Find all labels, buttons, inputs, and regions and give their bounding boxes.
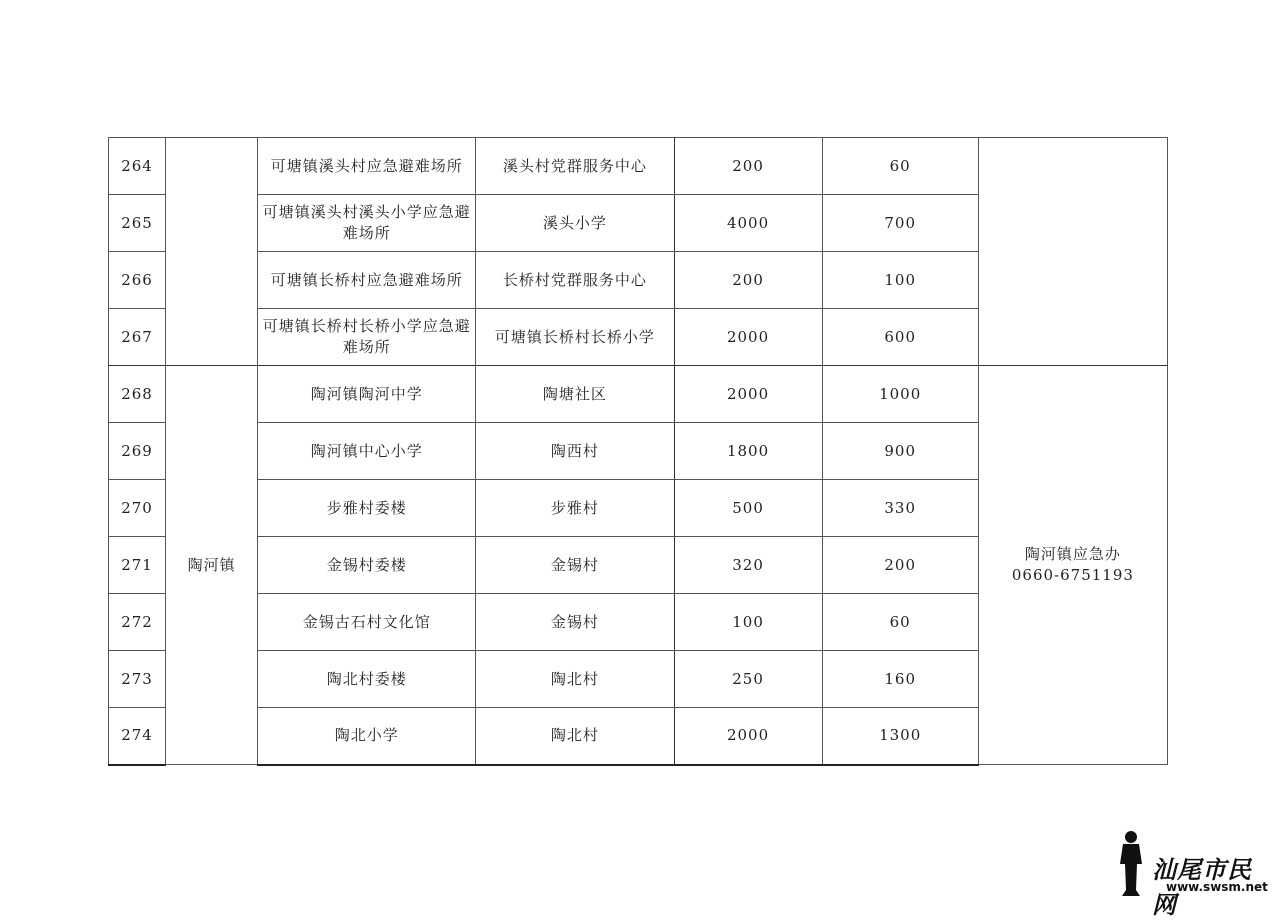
shelter-area: 1800 (674, 423, 822, 480)
shelter-name: 金锡古石村文化馆 (258, 594, 476, 651)
shelter-location: 金锡村 (476, 537, 674, 594)
row-number: 265 (109, 195, 166, 252)
shelter-name: 陶北村委楼 (258, 651, 476, 708)
table-row (109, 366, 1168, 423)
site-watermark (1114, 830, 1274, 919)
town-cell-empty (166, 138, 258, 366)
table-row (109, 138, 1168, 195)
shelter-location: 步雅村 (476, 480, 674, 537)
watermark-title: 汕尾市民网 (1152, 855, 1252, 919)
person-silhouette-icon (1114, 830, 1148, 898)
shelter-capacity: 200 (822, 537, 978, 594)
watermark-url: www.swsm.net (1166, 880, 1268, 894)
row-number: 274 (109, 708, 166, 765)
shelter-table-region (108, 137, 1168, 762)
shelter-name: 步雅村委楼 (258, 480, 476, 537)
shelter-name: 陶河镇陶河中学 (258, 366, 476, 423)
shelter-location: 陶北村 (476, 708, 674, 765)
town-name: 陶河镇 (166, 366, 258, 765)
shelter-capacity: 330 (822, 480, 978, 537)
row-number: 267 (109, 309, 166, 366)
shelter-area: 2000 (674, 708, 822, 765)
shelter-location: 溪头小学 (476, 195, 674, 252)
contact-cell-empty (978, 138, 1167, 366)
shelter-capacity: 1000 (822, 366, 978, 423)
shelter-location: 长桥村党群服务中心 (476, 252, 674, 309)
shelter-name: 可塘镇长桥村长桥小学应急避难场所 (258, 309, 476, 366)
row-number: 268 (109, 366, 166, 423)
row-number: 264 (109, 138, 166, 195)
contact-phone: 0660-6751193 (1011, 566, 1134, 584)
shelter-capacity: 900 (822, 423, 978, 480)
contact-name: 陶河镇应急办 (1024, 545, 1121, 563)
shelter-capacity: 1300 (822, 708, 978, 765)
shelter-name: 可塘镇溪头村溪头小学应急避难场所 (258, 195, 476, 252)
shelter-location: 溪头村党群服务中心 (476, 138, 674, 195)
shelter-name: 陶北小学 (258, 708, 476, 765)
shelter-capacity: 60 (822, 594, 978, 651)
shelter-capacity: 160 (822, 651, 978, 708)
shelter-location: 陶西村 (476, 423, 674, 480)
row-number: 272 (109, 594, 166, 651)
shelter-capacity: 100 (822, 252, 978, 309)
shelter-area: 100 (674, 594, 822, 651)
row-number: 269 (109, 423, 166, 480)
shelter-location: 陶塘社区 (476, 366, 674, 423)
shelter-area: 4000 (674, 195, 822, 252)
row-number: 266 (109, 252, 166, 309)
shelter-area: 320 (674, 537, 822, 594)
shelter-table (108, 137, 1168, 766)
shelter-area: 2000 (674, 366, 822, 423)
shelter-area: 200 (674, 252, 822, 309)
shelter-area: 500 (674, 480, 822, 537)
shelter-area: 2000 (674, 309, 822, 366)
shelter-capacity: 600 (822, 309, 978, 366)
shelter-name: 可塘镇长桥村应急避难场所 (258, 252, 476, 309)
row-number: 273 (109, 651, 166, 708)
shelter-capacity: 60 (822, 138, 978, 195)
contact-cell (978, 366, 1167, 765)
shelter-capacity: 700 (822, 195, 978, 252)
shelter-name: 金锡村委楼 (258, 537, 476, 594)
shelter-location: 金锡村 (476, 594, 674, 651)
shelter-name: 可塘镇溪头村应急避难场所 (258, 138, 476, 195)
shelter-location: 可塘镇长桥村长桥小学 (476, 309, 674, 366)
shelter-name: 陶河镇中心小学 (258, 423, 476, 480)
shelter-area: 250 (674, 651, 822, 708)
row-number: 271 (109, 537, 166, 594)
row-number: 270 (109, 480, 166, 537)
shelter-location: 陶北村 (476, 651, 674, 708)
shelter-area: 200 (674, 138, 822, 195)
